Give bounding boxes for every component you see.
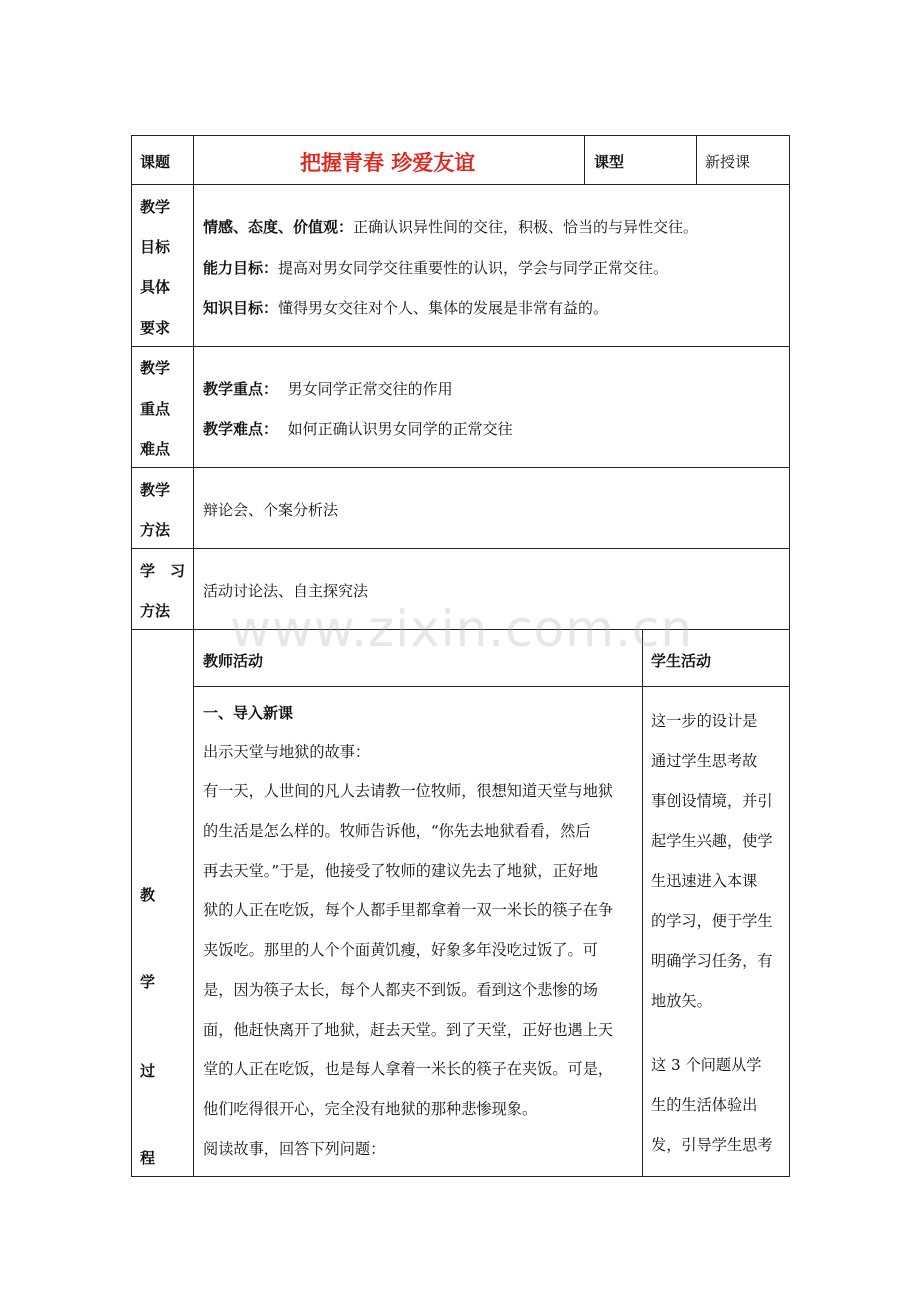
teacher-line: 再去天堂。”于是，他接受了牧师的建议先去了地狱，正好地 (203, 862, 599, 880)
study-label-2: 方法 (140, 602, 171, 620)
table-row-line-1 (131, 184, 790, 185)
section-title-intro: 一、导入新课 (203, 704, 294, 722)
teacher-line: 阅读故事，回答下列问题： (203, 1140, 386, 1158)
table-divider-header-2 (696, 135, 697, 185)
type-label: 课型 (594, 153, 625, 171)
focus-key: 教学重点： (203, 380, 279, 398)
teacher-line: 是，因为筷子太长，每个人都夹不到饭。看到这个悲惨的场 (203, 981, 598, 999)
focus-key: 教学难点： (203, 420, 279, 438)
goal-key: 情感、态度、价值观： (203, 218, 354, 236)
goal-item-emotion (203, 216, 698, 237)
student-line: 发，引导学生思考 (651, 1136, 773, 1154)
teacher-line: 夹饭吃。那里的人个个面黄饥瘦，好象多年没吃过饭了。可 (203, 941, 598, 959)
study-value: 活动讨论法、自主探究法 (203, 582, 369, 600)
method-label-2: 方法 (140, 521, 171, 539)
table-row-line-3 (131, 467, 790, 468)
goals-label-1: 教学 (140, 198, 171, 216)
focus-item-difficulty (203, 418, 513, 439)
teacher-line: 出示天堂与地狱的故事： (203, 743, 371, 761)
teacher-line: 的生活是怎么样的。牧师告诉他，“你先去地狱看看，然后 (203, 822, 591, 840)
goal-value: 提高对男女同学交往重要性的认识，学会与同学正常交往。 (278, 259, 669, 277)
goals-label-2: 目标 (140, 238, 171, 256)
table-divider-header-1 (584, 135, 585, 185)
table-row-line-4 (131, 548, 790, 549)
student-line: 生迅速进入本课 (651, 872, 758, 890)
process-label-4: 程 (140, 1149, 156, 1167)
student-line: 地放矢。 (651, 992, 712, 1010)
study-label-1: 学 习 (140, 562, 186, 580)
goal-item-ability (203, 257, 668, 278)
goal-value: 正确认识异性间的交往，积极、恰当的与异性交往。 (353, 218, 699, 236)
student-line: 明确学习任务，有 (651, 952, 773, 970)
student-line: 的学习，便于学生 (651, 912, 773, 930)
type-value: 新授课 (705, 153, 751, 171)
method-value: 辩论会、个案分析法 (203, 501, 339, 519)
goals-label-3: 具体 (140, 278, 171, 296)
goal-key: 能力目标： (203, 259, 279, 277)
student-line: 通过学生思考故 (651, 752, 758, 770)
focus-item-key-point (203, 378, 453, 399)
teacher-line: 狱的人正在吃饭，每个人都手里都拿着一双一米长的筷子在争 (203, 901, 614, 919)
topic-label: 课题 (140, 153, 171, 171)
focus-value: 如何正确认识男女同学的正常交往 (287, 420, 513, 438)
goal-value: 懂得男女交往对个人、集体的发展是非常有益的。 (278, 299, 609, 317)
process-label-2: 学 (140, 973, 156, 991)
lesson-title: 把握青春 珍爱友谊 (300, 150, 476, 175)
teacher-line: 面，他赶快离开了地狱，赶去天堂。到了天堂，正好也遇上天 (203, 1021, 614, 1039)
student-line: 这 3 个问题从学 (651, 1056, 762, 1074)
focus-label-2: 重点 (140, 400, 171, 418)
watermark: www.zixin.com.cn (230, 600, 694, 658)
process-label-1: 教 (140, 886, 156, 904)
table-divider-label-col (193, 135, 194, 1177)
table-border-right (789, 135, 790, 1177)
goal-item-knowledge (203, 297, 608, 318)
focus-label-1: 教学 (140, 359, 171, 377)
table-row-line-2 (131, 346, 790, 347)
goal-key: 知识目标： (203, 299, 279, 317)
table-border-top (131, 135, 790, 136)
process-label-3: 过 (140, 1062, 156, 1080)
teacher-line: 有一天，人世间的凡人去请教一位牧师，很想知道天堂与地狱 (203, 782, 614, 800)
process-col-divider (642, 629, 643, 1177)
goals-label-4: 要求 (140, 319, 171, 337)
focus-label-3: 难点 (140, 440, 171, 458)
student-line: 这一步的设计是 (651, 712, 758, 730)
teacher-line: 堂的人正在吃饭，也是每人拿着一米长的筷子在夹饭。可是， (203, 1060, 614, 1078)
teacher-activity-header: 教师活动 (203, 652, 264, 670)
table-border-bottom (131, 1176, 790, 1177)
teacher-line: 他们吃得很开心，完全没有地狱的那种悲惨现象。 (203, 1100, 538, 1118)
method-label-1: 教学 (140, 481, 171, 499)
table-border-left (131, 135, 132, 1177)
student-line: 事创设情境，并引 (651, 792, 773, 810)
student-line: 起学生兴趣，使学 (651, 832, 773, 850)
process-header-line (193, 686, 790, 687)
student-activity-header: 学生活动 (651, 652, 712, 670)
student-line: 生的生活体验出 (651, 1096, 758, 1114)
focus-value: 男女同学正常交往的作用 (287, 380, 453, 398)
